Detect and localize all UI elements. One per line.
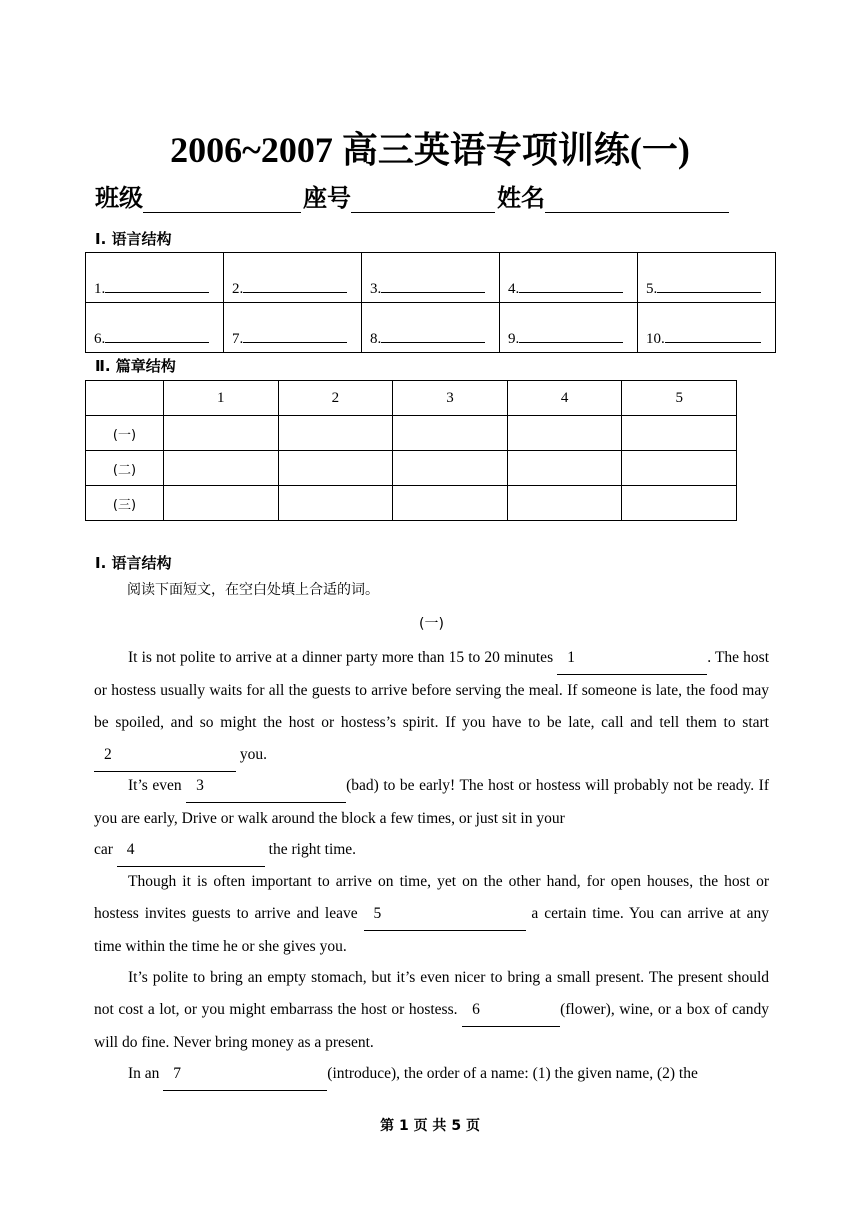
seat-label: 座号 [303, 184, 351, 212]
answer-cell[interactable]: 1. [86, 253, 224, 303]
blank-2[interactable]: 2 [94, 739, 236, 772]
class-blank[interactable] [143, 186, 301, 213]
answer-cell[interactable] [164, 416, 279, 451]
blank-4[interactable]: 4 [117, 834, 265, 867]
column-header: 2 [278, 381, 393, 416]
answer-cell[interactable] [393, 451, 508, 486]
student-info [95, 178, 731, 213]
blank-6[interactable]: 6 [462, 994, 560, 1027]
passage-title: (一) [419, 616, 444, 632]
blank-1[interactable]: 1 [557, 642, 707, 675]
answer-cell[interactable]: 5. [638, 253, 776, 303]
answer-cell[interactable] [278, 451, 393, 486]
paragraph-2: It’s even 3 (bad) to be early! The host or hostess will probably not be ready. If you are early, Drive or walk around the block a few times, or just sit in your [94, 770, 769, 835]
answer-cell[interactable]: 6. [86, 303, 224, 353]
page-footer: 第 1 页 共 5 页 [380, 1118, 480, 1134]
blank-5[interactable]: 5 [364, 898, 526, 931]
blank-7[interactable]: 7 [163, 1058, 327, 1091]
answer-cell[interactable]: 8. [362, 303, 500, 353]
section1-heading: Ⅰ. 语言结构 [95, 230, 172, 248]
answer-cell[interactable] [507, 451, 622, 486]
answer-cell[interactable] [622, 451, 737, 486]
row-header: (二) [86, 451, 164, 486]
answer-cell[interactable]: 4. [500, 253, 638, 303]
name-blank[interactable] [545, 186, 729, 213]
answer-cell[interactable] [507, 416, 622, 451]
paragraph-1: It is not polite to arrive at a dinner party more than 15 to 20 minutes 1 . The host or hostess usually waits for all the guests to arrive before serving the meal. If someone is late, the food may be spoiled, and so might the host or hostess’s spirit. If you have to be late, call and tell them to start 2 you. [94, 642, 769, 772]
answer-cell[interactable] [164, 486, 279, 521]
answer-cell[interactable] [393, 486, 508, 521]
class-label: 班级 [95, 184, 143, 212]
page-number: 1 [398, 1118, 409, 1134]
paragraph-4: It’s polite to bring an empty stomach, but it’s even nicer to bring a small present. The present should not cost a lot, or you might embarrass the host or hostess. 6 (flower), wine, or a box of candy will do fine. Never bring money as a present. [94, 969, 770, 1051]
answer-table-2 [85, 380, 737, 521]
page-total: 5 [451, 1118, 462, 1134]
corner-cell [86, 381, 164, 416]
row-header: (三) [86, 486, 164, 521]
answer-cell[interactable] [507, 486, 622, 521]
answer-cell[interactable]: 7. [224, 303, 362, 353]
paragraph-3: Though it is often important to arrive on time, yet on the other hand, for open houses, the host or hostess invites guests to arrive and leave 5 a certain time. You can arrive at any time within the time he or she gives you. [94, 873, 770, 955]
column-header: 1 [164, 381, 279, 416]
answer-cell[interactable]: 9. [500, 303, 638, 353]
row-header: (一) [86, 416, 164, 451]
answer-cell[interactable] [278, 416, 393, 451]
blank-3[interactable]: 3 [186, 770, 346, 803]
seat-blank[interactable] [351, 186, 495, 213]
answer-cell[interactable] [164, 451, 279, 486]
name-label: 姓名 [497, 184, 545, 212]
answer-table-1 [85, 252, 776, 353]
page-title: 2006~2007 高三英语专项训练(一) [170, 130, 690, 170]
answer-cell[interactable] [622, 416, 737, 451]
answer-cell[interactable] [393, 416, 508, 451]
instruction: 阅读下面短文，在空白处填上合适的词。 [127, 582, 379, 598]
paragraph-2-end: car 4 the right time. [94, 834, 769, 867]
answer-cell[interactable]: 10. [638, 303, 776, 353]
column-header: 3 [393, 381, 508, 416]
section2-heading: Ⅱ. 篇章结构 [95, 357, 176, 375]
answer-cell[interactable]: 3. [362, 253, 500, 303]
paragraph-5: In an 7 (introduce), the order of a name: (1) the given name, (2) the [94, 1058, 769, 1091]
column-header: 4 [507, 381, 622, 416]
answer-cell[interactable] [278, 486, 393, 521]
answer-cell[interactable]: 2. [224, 253, 362, 303]
column-header: 5 [622, 381, 737, 416]
body-heading: Ⅰ. 语言结构 [95, 554, 172, 572]
answer-cell[interactable] [622, 486, 737, 521]
